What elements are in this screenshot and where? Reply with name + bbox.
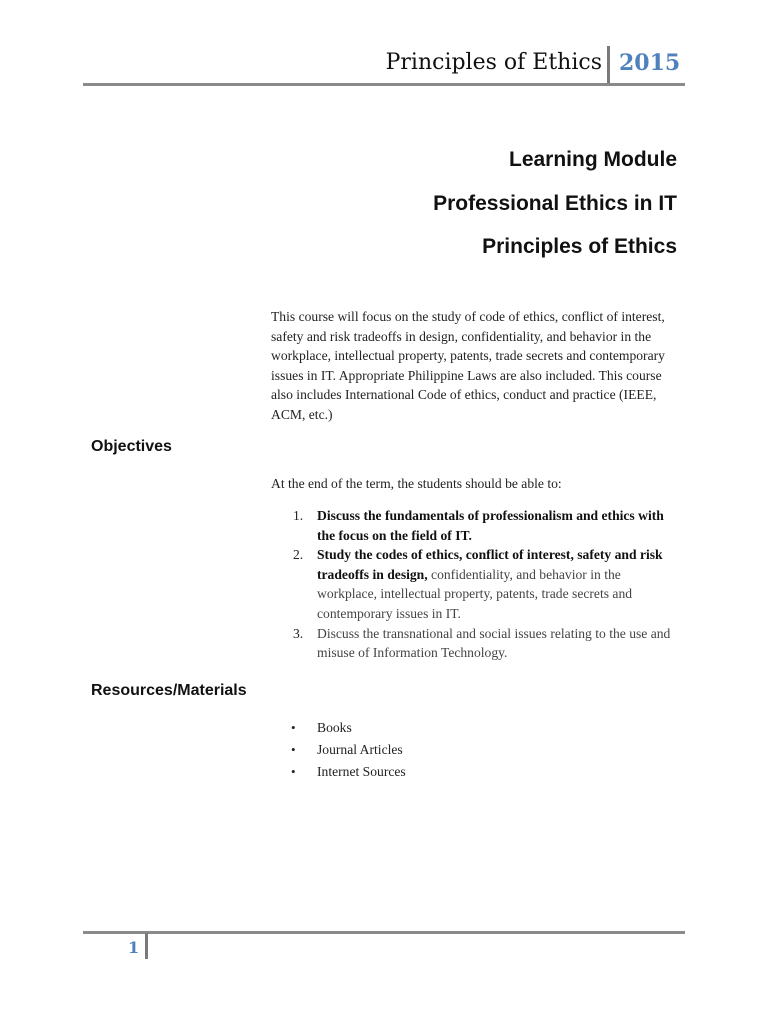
objective-item — [271, 506, 683, 545]
resource-label: Books — [317, 720, 352, 735]
course-title: Professional Ethics in IT — [433, 192, 677, 215]
resources-heading: Resources/Materials — [91, 682, 247, 699]
resource-item — [271, 739, 571, 761]
resource-item — [271, 717, 571, 739]
objectives-lead: At the end of the term, the students should be able to: — [271, 476, 562, 491]
header-year: 2015 — [619, 50, 681, 76]
objective-item — [271, 624, 683, 663]
course-description: This course will focus on the study of code of ethics, conflict of interest, safety and risk tradeoffs in design, confidentiality, and behavior in the workplace, intellectual property, patents, trade secrets and contemporary issues in IT. Appropriate Philippine Laws are also included. This course also includes International Code of ethics, conduct and practice (IEEE, ACM, etc.) — [271, 309, 665, 422]
header-separator — [607, 46, 610, 84]
footer-rule — [83, 931, 685, 934]
objective-item — [271, 545, 683, 623]
objectives-list — [271, 506, 683, 663]
resources-list — [271, 717, 571, 783]
objective-plain-text: Discuss the transnational and social issues relating to the use and misuse of Information Technology. — [317, 625, 671, 661]
objective-number: 3. — [293, 625, 304, 641]
bullet-icon: • — [291, 742, 296, 757]
resource-item — [271, 761, 571, 783]
topic-title: Principles of Ethics — [482, 235, 677, 258]
objective-bold-text: Discuss the fundamentals of professionalism and ethics with the focus on the field of IT. — [317, 508, 664, 543]
bullet-icon: • — [291, 764, 296, 779]
header-rule — [83, 83, 685, 86]
objective-number: 2. — [293, 547, 304, 563]
resource-label: Internet Sources — [317, 764, 406, 779]
resource-label: Journal Articles — [317, 742, 403, 757]
objectives-heading: Objectives — [91, 438, 172, 455]
objective-bold-text: Study the codes of ethics, conflict of interest, safety and risk tradeoffs in design, — [317, 547, 663, 582]
header-title: Principles of Ethics — [385, 50, 602, 75]
footer-separator — [145, 933, 148, 959]
bullet-icon: • — [291, 720, 296, 735]
objective-number: 1. — [293, 508, 304, 523]
objective-plain-text: confidentiality, and behavior in the workplace, intellectual property, patents, trade secrets and contemporary issues in IT. — [317, 566, 633, 621]
module-title: Learning Module — [509, 148, 677, 171]
page-number: 1 — [128, 938, 140, 957]
